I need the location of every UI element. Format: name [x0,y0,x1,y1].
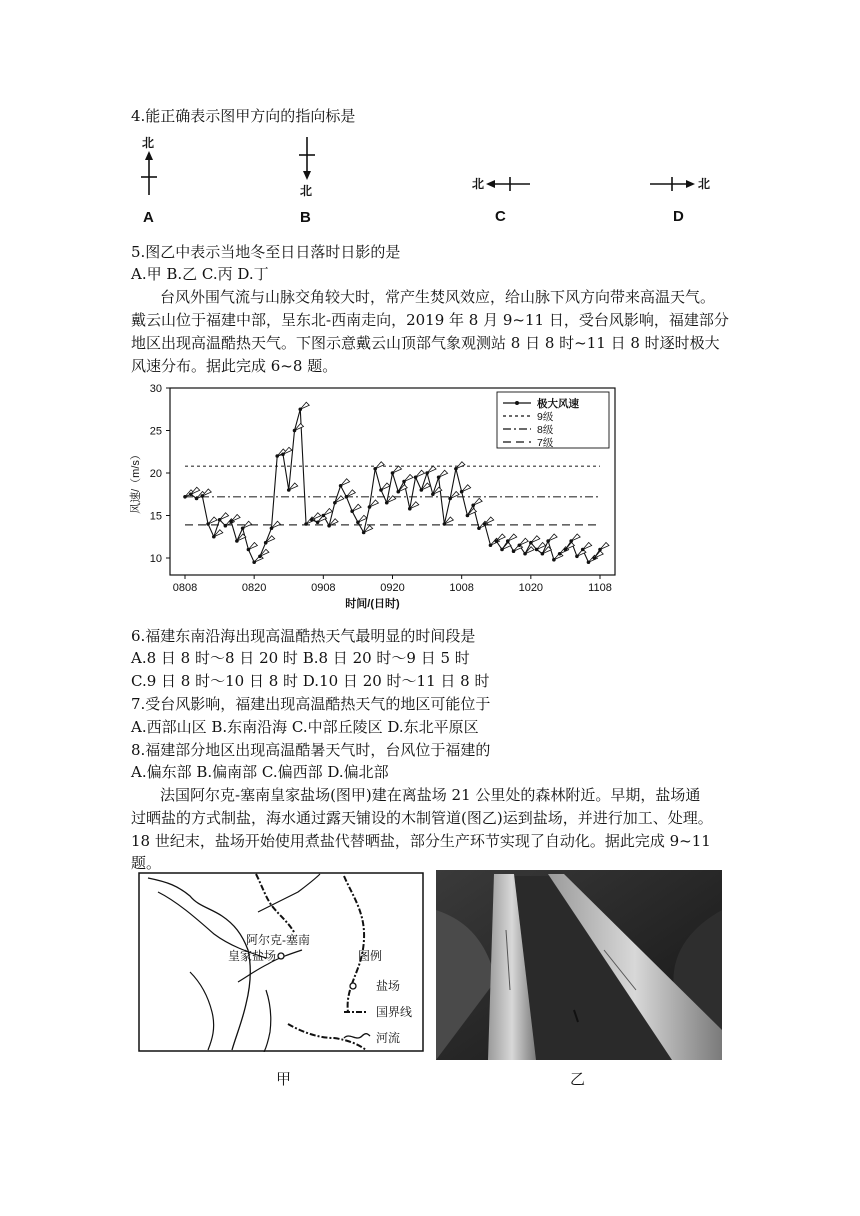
q7-options: A.西部山区 B.东南沿海 C.中部丘陵区 D.东北平原区 [131,718,479,736]
compass-option-c[interactable] [470,170,540,230]
y-tick-label: 25 [149,425,162,438]
y-tick-label: 20 [149,468,162,480]
q4-text: 4.能正确表示图甲方向的指向标是 [131,107,356,125]
compass-option-b[interactable] [288,135,328,230]
option-a-letter: A [143,209,154,226]
north-arrow-down-icon [288,135,328,205]
x-axis-label: 时间/(日时) [345,598,400,610]
option-d-letter: D [673,208,684,225]
legend-border: 国界线 [376,1005,413,1019]
y-tick-label: 10 [149,553,162,565]
north-label: 北 [472,177,485,191]
compass-option-d[interactable] [648,170,718,230]
q6-options-row2: C.9 日 8 时～10 日 8 时 D.10 日 20 时～11 日 8 时 [131,672,490,690]
x-tick-label: 1008 [449,582,474,594]
passage1-line-1: 台风外围气流与山脉交角较大时，常产生焚风效应，给山脉下风方向带来高温天气。 [160,288,716,306]
x-tick-label: 0808 [172,582,198,594]
q6-text: 6.福建东南沿海出现高温酷热天气最明显的时间段是 [131,627,476,645]
france-map [138,872,424,1052]
legend-label: 8级 [537,424,554,436]
x-tick-label: 0820 [241,582,267,594]
passage2-line-3: 18 世纪末，盐场开始使用煮盐代替晒盐，部分生产环节实现了自动化。据此完成 9~11 [131,832,711,850]
north-arrow-right-icon [648,170,718,195]
y-tick-label: 15 [149,510,162,523]
q8-text: 8.福建部分地区出现高温酷暑天气时，台风位于福建的 [131,741,491,759]
passage2-line-2: 过晒盐的方式制盐，海水通过露天铺设的木制管道(图乙)运到盐场，并进行加工、处理。 [131,809,713,827]
legend-label: 9级 [537,411,554,423]
legend-river: 河流 [376,1031,401,1045]
map-site-label-2: 皇家盐场 [228,949,277,963]
legend-salt-works: 盐场 [376,979,401,993]
q5-text: 5.图乙中表示当地冬至日日落时日影的是 [131,243,401,261]
y-tick-label: 30 [149,383,162,395]
north-label: 北 [300,184,313,198]
legend-label: 7级 [537,437,554,449]
q6-options-row1: A.8 日 8 时～8 日 20 时 B.8 日 20 时～9 日 5 时 [131,649,470,667]
q5-options: A.甲 B.乙 C.丙 D.丁 [131,265,269,283]
y-axis-label: 风速/（m/s） [130,449,142,514]
q7-text: 7.受台风影响，福建出现高温酷热天气的地区可能位于 [131,695,491,713]
x-tick-label: 0920 [380,582,405,594]
legend-dot [515,401,519,405]
x-tick-label: 1020 [518,582,544,594]
salt-works-marker-icon [278,953,284,959]
x-tick-label: 0908 [311,582,336,594]
passage2-line-4: 题。 [131,854,162,872]
option-c-letter: C [495,208,506,225]
caption-jia: 甲 [276,1070,292,1088]
wind-speed-chart [125,380,625,625]
q8-options: A.偏东部 B.偏南部 C.偏西部 D.偏北部 [131,763,389,781]
legend-label: 极大风速 [537,398,579,410]
north-label: 北 [142,136,155,150]
legend-salt-works-icon [350,983,356,989]
passage1-line-3: 地区出现高温酷热天气。下图示意戴云山顶部气象观测站 8 日 8 时~11 日 8 时逐时极大 [131,334,720,352]
wooden-pipeline-photo [436,870,722,1060]
caption-yi: 乙 [570,1070,586,1088]
option-b-letter: B [300,209,311,226]
compass-option-a[interactable] [130,135,170,230]
map-legend-title: 图例 [358,949,383,963]
map-site-label-1: 阿尔克-塞南 [246,933,310,947]
x-tick-label: 1108 [588,582,612,594]
north-label: 北 [698,177,711,191]
passage1-line-2: 戴云山位于福建中部，呈东北-西南走向，2019 年 8 月 9~11 日，受台风影响，福建部分 [131,311,729,329]
passage1-line-4: 风速分布。据此完成 6~8 题。 [131,357,338,375]
north-arrow-up-icon [130,135,170,205]
north-arrow-left-icon [470,170,540,195]
passage2-line-1: 法国阿尔克-塞南皇家盐场(图甲)建在离盐场 21 公里处的森林附近。早期，盐场通 [160,786,701,804]
